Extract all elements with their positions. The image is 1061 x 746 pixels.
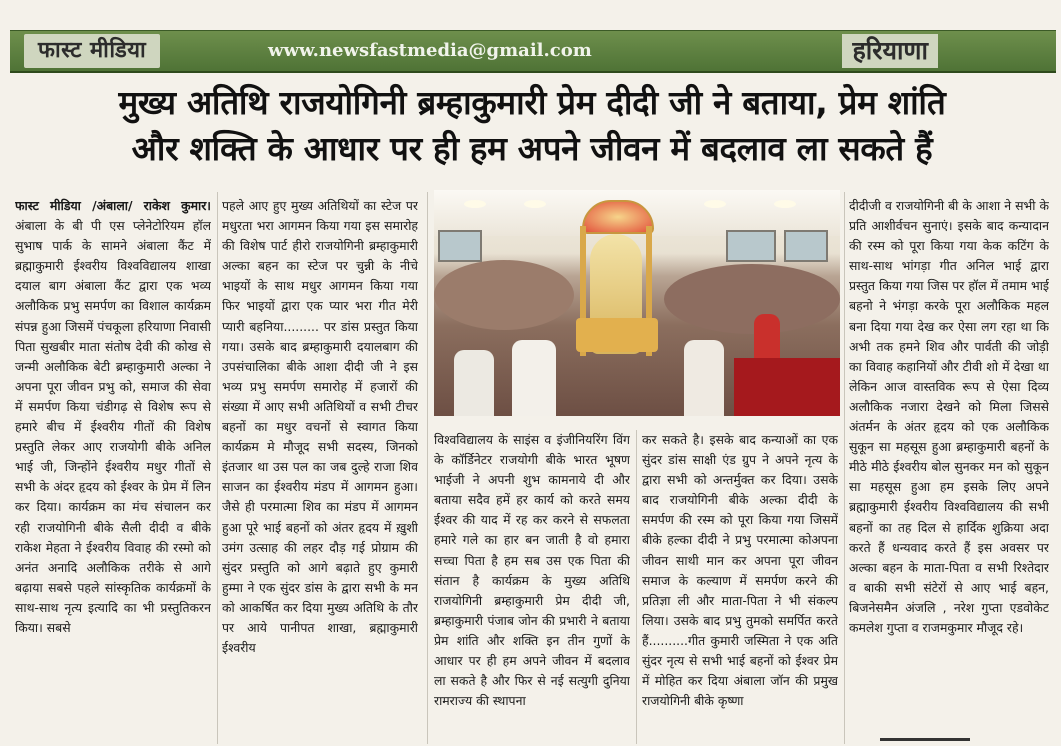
audience bbox=[664, 264, 840, 334]
hall-window bbox=[784, 230, 828, 262]
article-text-1: अंबाला के बी पी एस प्लेनेटोरियम हॉल सुभाष पार्क के सामने अंबाला कैंट में ब्रह्माकुमारी ईश्वरीय विश्वविद्यालय शाखा दयाल बाग अंबाला कैंट द्वारा एक भव्य अलौकिक प्रभु समर्पण का विशाल कार्यक्रम संपन्न हुआ जिसमें पंचकूला हरियाणा निवासी पिता सुखबीर माता संतोष देवी की कोख से जन्मी अलौकिक बेटी ब्रम्हाकुमारी अल्का ने अपना पूरा जीवन प्रभु को, समाज की सेवा में समर्पण किया चंडीगढ़ से विशेष रूप से हमारे बीच में ईश्वरीय गीतों की विशेष प्रस्तुति लेकर आए राजयोगी बीके अनिल भाई जी, जिन्होंने ईश्वरीय मधुर गीतों से सभी के अंदर हृदय को ईश्वर के प्रेम में लिन कर दिया। कार्यक्रम का मंच संचालन कर रही राजयोगिनी बीके सैली दीदी व बीके राकेश मेहता ने ईश्वरीय विवाह की रस्मो को अनंत अनादि अलौकिक तरीके से आगे बढ़ाया सबसे पहले सांस्कृतिक कार्यक्रमों के साथ-साथ नृत्य इत्यादि का भी प्रस्तुतिकरन किया। सबसे bbox=[15, 218, 211, 635]
article-text-4: कर सकते है। इसके बाद कन्याओं का एक सुंदर डांस साक्षी एंड ग्रुप ने अपने नृत्य के द्वारा सभी को अन्तर्मुक्त कर दिया। उसके बाद राजयोगिनी बीके अल्का दीदी के समर्पण की रस्म को पूरा किया गया जिसमें बीके हल्का दीदी ने प्रभु परमात्मा कोअपना जीवन साथी मान कर अपना पूरा जीवन समाज के कल्याण में समर्पण करने की प्रतिज्ञा ली और माता-पिता ने भी संकल्प लिया। उसके बाद प्रभु तुमको समर्पित करते हैं..........गीत कुमारी जस्मिता ने एक अति सुंदर नृत्य से सभी भाई बहनों को ईश्वर प्रेम में मोहित कर दिया अंबाला जॉन की प्रमुख राजयोगिनी बीके कृष्णा bbox=[642, 432, 838, 709]
guest bbox=[512, 340, 556, 416]
ceiling-light bbox=[774, 200, 796, 208]
headline-line-2: और शक्ति के आधार पर ही हम अपने जीवन में बदलाव ला सकते हैं bbox=[131, 129, 933, 168]
article-text-2: पहले आए हुए मुख्य अतिथियों का स्टेज पर मधुरता भरा आगमन किया गया इस समारोह की विशेष पार्ट हीरो राजयोगिनी ब्रम्हाकुमारी अल्का बहन का स्टेज पर चुन्नी के नीचे भाइयों के साथ मधुर आगमन किया गया फिर भाइयों द्वारा एक प्यार भरा गीत मेरी प्यारी बहनिया......... पर डांस प्रस्तुत किया गया। उसके बाद ब्रम्हाकुमारी दयालबाग की उपसंचालिका बीके आशा दीदी जी ने इस भव्य प्रभु समर्पण समारोह में हजारों की संख्या में आए सभी अतिथियों व सभी टीचर बहनों का मधुर वचनों से स्वागत किया कार्यक्रम मे मौजूद सभी सदस्य, जिनको इंतजार था उस पल का जब दुल्हे राजा शिव साजन का ईश्वरीय मंडप में आगमन हुआ। जैसे ही परमात्मा शिव का मंडप में आगमन हुआ पूरे भाई बहनों को अंतर हृदय में ख़ुशी उमंग उत्साह की लहर दौड़ गई प्रोग्राम की सुंदर प्रस्तुति को आगे बढ़ाते हुए कुमारी हुम्मा ने एक सुंदर डांस के द्वारा सभी के मन को आकर्षित कर दिया मुख्य अतिथि के तौर पर आये पानीपत शाखा, ब्रह्माकुमारी ईश्वरीय bbox=[222, 198, 418, 656]
event-photo-icon bbox=[434, 190, 840, 416]
article-column-1 bbox=[15, 196, 211, 744]
column-rule bbox=[844, 192, 845, 744]
article-text-3: विश्वविद्यालय के साइंस व इंजीनियरिंग विंग के कॉर्डिनेटर राजयोगी बीके भारत भूषण भाईजी ने अपनी शुभ कामनाये दी और बताया सदैव हमें हर कार्य को करते समय ईश्वर की याद में रह कर करने से सफलता हमारे गले का हार बन जाती है वो हमारा सच्चा पिता है हम सब उस एक पिता की संतान है कार्यक्रम के मुख्य अतिथि राजयोगिनी ब्रम्हाकुमारी प्रेम दीदी जी, ब्रम्हाकुमारी पंजाब जोन की प्रभारी ने बताया प्रेम शांति और शक्ति इन तीन गुणों के आधार पर ही हम अपने जीवन में बदलाव ला सकते है और फिर से नई सत्युगी दुनिया रामराज्य की स्थापना bbox=[434, 432, 630, 709]
masthead-section-label: हरियाणा bbox=[842, 34, 938, 68]
column-rule bbox=[217, 192, 218, 744]
mandap-base bbox=[576, 318, 658, 352]
guest bbox=[684, 340, 724, 416]
audience bbox=[434, 260, 574, 330]
article-column-2 bbox=[222, 196, 418, 744]
hall-window bbox=[438, 230, 482, 262]
article-column-4 bbox=[642, 430, 838, 746]
guest bbox=[454, 350, 494, 416]
cut-off-caption bbox=[880, 738, 970, 741]
article-column-3 bbox=[434, 430, 630, 746]
masthead-email: www.newsfastmedia@gmail.com bbox=[268, 40, 592, 61]
byline: फास्ट मीडिया /अंबाला/ राकेश कुमार। bbox=[15, 198, 211, 213]
guest bbox=[754, 314, 780, 358]
article-text-5: दीदीजी व राजयोगिनी बी के आशा ने सभी के प्रति आशीर्वचन सुनाएं। इसके बाद कन्यादान की रस्म को पूरा किया गया केक कटिंग के साथ-साथ भांगड़ा गीत अनिल भाई द्वारा प्रस्तुत किया गया जिस पर हॉल में तमाम भाई बहनो ने भंगड़ा करके पूरा अलौकिक महल बना दिया गया देख कर ऐसा लग रहा था कि अभी तक हमने शिव और पार्वती की जोड़ी का विवाह कहानियों और टीवी शो में देखा था लेकिन आज वास्तविक रूप से ऐसा दिव्य अलौकिक नजारा देखने को मिला जिससे अंतर्मन के अंतर हृदय को एक अलौकिक सुकून सा महसूस हुआ ब्रम्हाकुमारी बहनों के मीठे मीठे ईश्वरीय बोल सुनकर मन को सुकून सा महसूस हुआ हम इसके लिए अपने ब्रह्माकुमारी ईश्वरीय विश्वविद्यालय की सभी बहनों का तह दिल से हार्दिक शुक्रिया अदा करते हैं धन्यवाद करते हैं इस अवसर पर अल्का बहन के माता-पिता व सभी रिश्तेदार व बाकी सभी संटेरों से आए भाई बहन, बिजनेसमैन अंजलि , नरेश गुप्ता एडवोकेट कमलेश गुप्ता व राजमकुमार मौजूद रहे। bbox=[849, 198, 1049, 635]
hall-window bbox=[726, 230, 776, 262]
red-carpet bbox=[734, 358, 840, 416]
ceiling-light bbox=[524, 200, 546, 208]
ceiling-light bbox=[704, 200, 726, 208]
headline-line-1: मुख्य अतिथि राजयोगिनी ब्रम्हाकुमारी प्रेम दीदी जी ने बताया, प्रेम शांति bbox=[118, 83, 946, 122]
masthead-band bbox=[10, 30, 1056, 73]
ceiling-light bbox=[464, 200, 486, 208]
column-rule bbox=[636, 430, 637, 744]
masthead-brand: फास्ट मीडिया bbox=[24, 34, 160, 68]
headline bbox=[16, 80, 1048, 172]
article-column-5 bbox=[849, 196, 1049, 746]
column-rule bbox=[427, 192, 428, 744]
